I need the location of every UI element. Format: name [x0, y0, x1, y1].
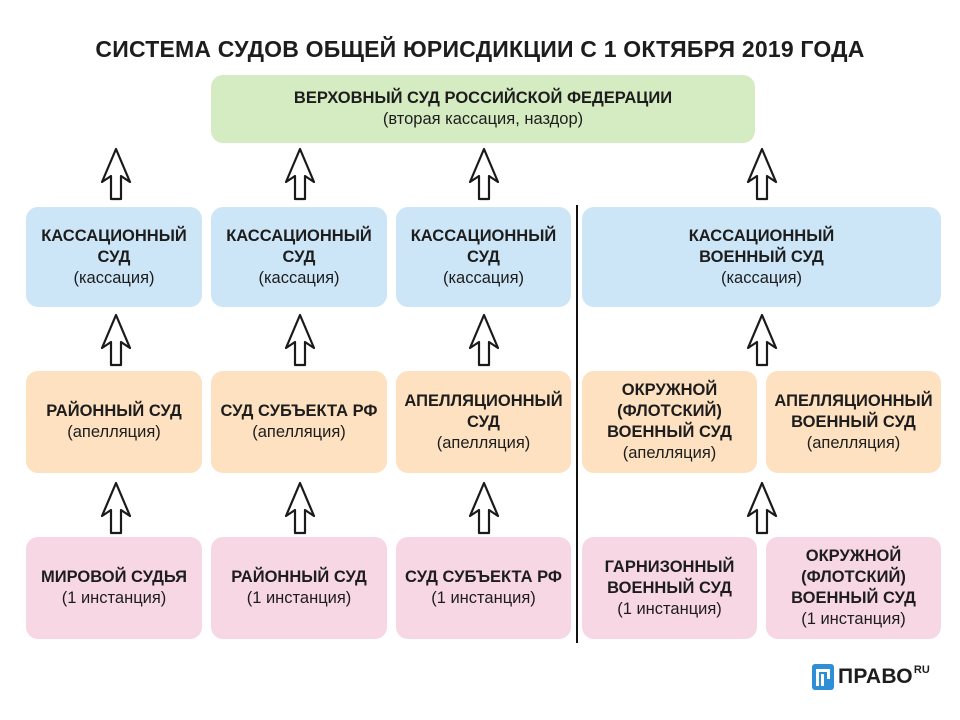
court-sub: (1 инстанция) — [246, 589, 352, 607]
appeal-court-box — [26, 371, 202, 473]
court-sub: (кассация) — [442, 268, 525, 287]
court-name: СУД СУБЪЕКТА РФ — [220, 402, 378, 420]
court-name: ОКРУЖНОЙ (ФЛОТСКИЙ) ВОЕННЫЙ СУД — [791, 547, 916, 607]
court-name: МИРОВОЙ СУДЬЯ — [41, 568, 187, 586]
court-name: РАЙОННЫЙ СУД — [46, 402, 182, 420]
court-sub: (1 инстанция) — [617, 599, 722, 618]
court-sub: (апелляция) — [436, 433, 531, 452]
court-name: ОКРУЖНОЙ (ФЛОТСКИЙ) ВОЕННЫЙ СУД — [607, 381, 732, 441]
court-sub: (1 инстанция) — [431, 589, 536, 607]
court-sub: (кассация) — [720, 268, 803, 287]
up-arrow-icon — [283, 146, 317, 202]
up-arrow-icon — [283, 480, 317, 536]
up-arrow-icon — [467, 312, 501, 368]
up-arrow-icon — [99, 480, 133, 536]
court-sub: (1 инстанция) — [61, 589, 167, 607]
appeal-court-box — [396, 371, 571, 473]
court-sub: (апелляция) — [252, 423, 346, 441]
court-sub: (кассация) — [258, 268, 340, 287]
court-sub: (1 инстанция) — [801, 610, 906, 628]
court-name: РАЙОННЫЙ СУД — [231, 568, 367, 586]
diagram-title: СИСТЕМА СУДОВ ОБЩЕЙ ЮРИСДИКЦИИ С 1 ОКТЯБРЯ 2019 ГОДА — [95, 36, 865, 62]
court-sub: (апелляция) — [806, 433, 901, 452]
first-instance-court-box — [396, 537, 571, 639]
appeal-court-box — [766, 371, 941, 473]
pravo-logo-icon — [812, 664, 834, 690]
logo-superscript: RU — [913, 664, 930, 676]
up-arrow-icon — [745, 312, 779, 368]
court-name: КАССАЦИОННЫЙ СУД — [226, 226, 372, 266]
logo-text: ПРАВО — [838, 665, 913, 688]
up-arrow-icon — [283, 312, 317, 368]
appeal-court-box — [582, 371, 757, 473]
supreme-court-name: ВЕРХОВНЫЙ СУД РОССИЙСКОЙ ФЕДЕРАЦИИ — [293, 89, 673, 107]
court-sub: (апелляция) — [622, 444, 717, 462]
supreme-court-sub: (вторая кассация, наздор) — [382, 110, 584, 128]
court-sub: (кассация) — [73, 268, 155, 287]
pravo-ru-logo — [812, 664, 930, 690]
court-name: КАССАЦИОННЫЙ СУД — [410, 226, 557, 266]
court-name: АПЕЛЛЯЦИОННЫЙ ВОЕННЫЙ СУД — [774, 391, 933, 431]
up-arrow-icon — [99, 146, 133, 202]
supreme-court-box — [211, 75, 755, 143]
cassation-court-box — [211, 207, 387, 307]
cassation-military-court-box — [582, 207, 941, 307]
appeal-court-box — [211, 371, 387, 473]
court-name: КАССАЦИОННЫЙ ВОЕННЫЙ СУД — [688, 226, 835, 266]
court-name: АПЕЛЛЯЦИОННЫЙ СУД — [404, 391, 563, 431]
first-instance-court-box — [766, 537, 941, 639]
court-name: ГАРНИЗОННЫЙ ВОЕННЫЙ СУД — [604, 557, 735, 597]
first-instance-court-box — [26, 537, 202, 639]
up-arrow-icon — [745, 480, 779, 536]
first-instance-court-box — [582, 537, 757, 639]
up-arrow-icon — [99, 312, 133, 368]
up-arrow-icon — [745, 146, 779, 202]
first-instance-court-box — [211, 537, 387, 639]
branch-divider — [576, 205, 578, 643]
cassation-court-box — [396, 207, 571, 307]
up-arrow-icon — [467, 480, 501, 536]
court-name: СУД СУБЪЕКТА РФ — [405, 568, 562, 586]
court-name: КАССАЦИОННЫЙ СУД — [41, 226, 187, 266]
cassation-court-box — [26, 207, 202, 307]
up-arrow-icon — [467, 146, 501, 202]
court-sub: (апелляция) — [67, 423, 161, 441]
